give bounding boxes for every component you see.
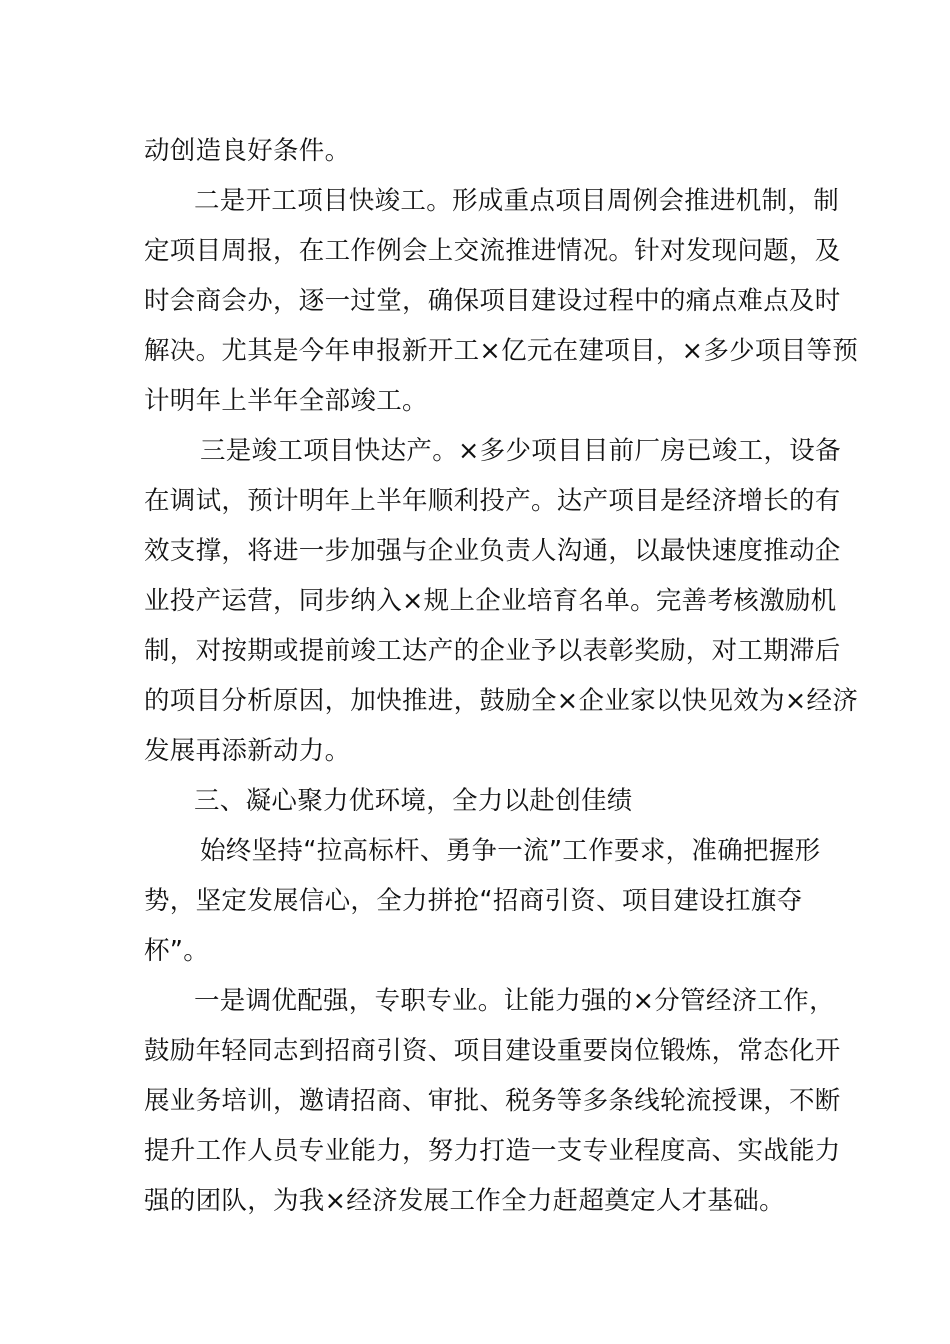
text-line-4: 时会商会办，逐一过堂，确保项目建设过程中的痛点难点及时 <box>144 286 841 316</box>
text-line-20: 展业务培训，邀请招商、审批、税务等多条线轮流授课，不断 <box>144 1086 841 1116</box>
text-line-3: 定项目周报，在工作例会上交流推进情况。针对发现问题，及 <box>144 236 841 266</box>
text-line-1: 动创造良好条件。 <box>144 136 351 166</box>
text-line-5: 解决。尤其是今年申报新开工×亿元在建项目，×多少项目等预 <box>144 336 859 366</box>
text-line-15: 始终坚持“拉高标杆、勇争一流”工作要求，准确把握形 <box>200 836 821 866</box>
text-line-9: 效支撑，将进一步加强与企业负责人沟通，以最快速度推动企 <box>144 536 841 566</box>
text-line-21: 提升工作人员专业能力，努力打造一支专业程度高、实战能力 <box>144 1136 841 1166</box>
text-line-8: 在调试，预计明年上半年顺利投产。达产项目是经济增长的有 <box>144 486 841 516</box>
text-line-6: 计明年上半年全部竣工。 <box>144 386 428 416</box>
section-heading: 三、凝心聚力优环境，全力以赴创佳绩 <box>194 786 633 816</box>
text-line-12: 的项目分析原因，加快推进，鼓励全×企业家以快见效为×经济 <box>144 686 859 716</box>
text-line-11: 制，对按期或提前竣工达产的企业予以表彰奖励，对工期滞后 <box>144 636 841 666</box>
text-line-2: 二是开工项目快竣工。形成重点项目周例会推进机制，制 <box>194 186 840 216</box>
body-text <box>144 126 859 1226</box>
text-line-16: 势，坚定发展信心，全力拼抢“招商引资、项目建设扛旗夺 <box>144 886 803 916</box>
text-line-19: 鼓励年轻同志到招商引资、项目建设重要岗位锻炼，常态化开 <box>144 1036 841 1066</box>
text-line-7: 三是竣工项目快达产。×多少项目目前厂房已竣工，设备 <box>200 436 841 466</box>
text-line-18: 一是调优配强，专职专业。让能力强的×分管经济工作， <box>194 986 835 1016</box>
text-line-10: 业投产运营，同步纳入×规上企业培育名单。完善考核激励机 <box>144 586 837 616</box>
text-line-22: 强的团队，为我×经济发展工作全力赶超奠定人才基础。 <box>144 1186 785 1216</box>
text-line-17: 杯”。 <box>144 936 210 966</box>
text-line-13: 发展再添新动力。 <box>144 736 351 766</box>
